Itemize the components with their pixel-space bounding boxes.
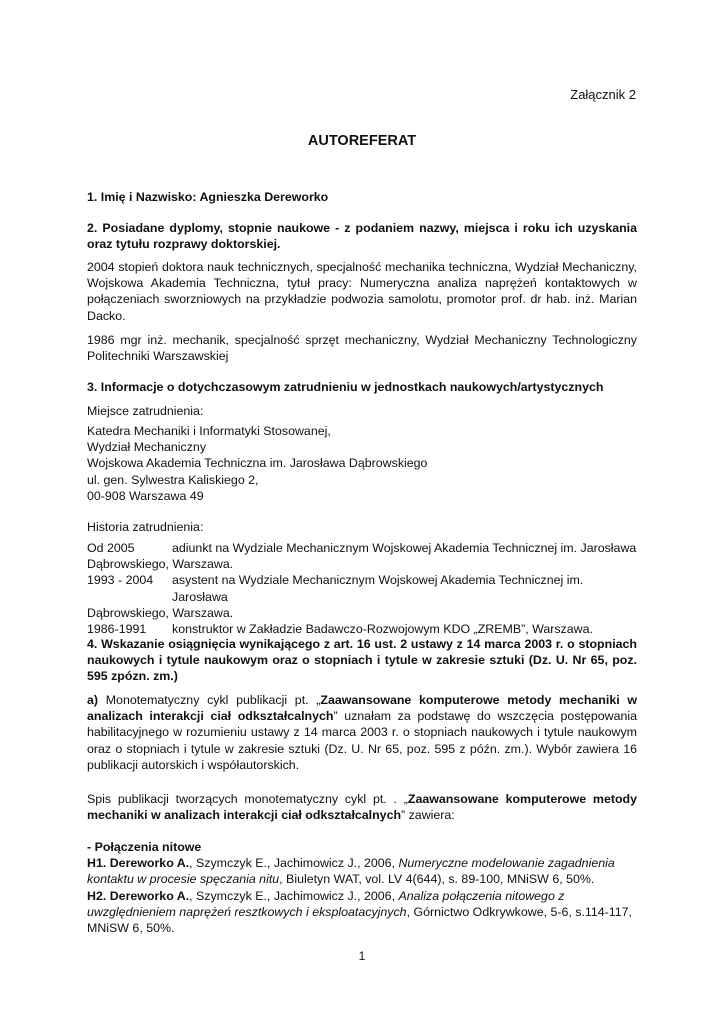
publication-h2: H2. Dereworko A., Szymczyk E., Jachimowicz J., 2006, Analiza połączenia nitowego z uwzględnieniem naprężeń resztkowych i eksploatacyjnych, Górnictwo Odkrywkowe, 5-6, s.114-117, MNiSW 6, 50%.	[87, 889, 632, 936]
item-a-label: a)	[87, 693, 99, 707]
workplace-label: Miejsce zatrudnienia:	[87, 404, 204, 418]
publication-group-heading: - Połączenia nitowe	[87, 840, 202, 854]
section-4-heading: 4. Wskazanie osiągnięcia wynikającego z art. 16 ust. 2 ustawy z 14 marca 2003 r. o stopniach naukowych i tytule naukowym oraz o stopniach i tytule w zakresie sztuki (Dz. U. Nr 65, poz. 595 zpózn. zm.)	[87, 637, 637, 684]
publication-h1: H1. Dereworko A., Szymczyk E., Jachimowicz J., 2006, Numeryczne modelowanie zagadnienia kontaktu w procesie spęczania nitu, Biuletyn WAT, vol. LV 4(644), s. 89-100, MNiSW 6, 50%.	[87, 856, 615, 887]
address-line: Wydział Mechaniczny	[87, 440, 207, 455]
address-line: Katedra Mechaniki i Informatyki Stosowanej,	[87, 424, 331, 438]
history-text: adiunkt na Wydziale Mechanicznym Wojskowej Akademia Technicznej im. Jarosława	[172, 541, 637, 555]
achievement-paragraph: a) Monotematyczny cykl publikacji pt. „Zaawansowane komputerowe metody mechaniki w analizach interakcji ciał odkształcalnych” uznałam za podstawę do wszczęcia postępowania habilitacyjnego w rozumieniu ustawy z 14 marca 2003 r. o stopniach naukowych i tytule naukowym oraz o stopniach i tytule w zakresie sztuki (Dz. U. Nr 65, poz. 595 z późn. zm.). Wybór zawiera 16 publikacji autorskich i współautorskich.	[87, 693, 637, 772]
history-years: 1993 - 2004	[87, 573, 154, 588]
publication-title: Numeryczne modelowanie zagadnienia kontaktu w procesie spęczania nitu	[87, 856, 615, 887]
section-3-heading: 3. Informacje o dotychczasowym zatrudnieniu w jednostkach naukowych/artystycznych	[87, 380, 604, 394]
publication-list-intro: Spis publikacji tworzących monotematyczny cykl pt. . „Zaawansowane komputerowe metody mechaniki w analizach interakcji ciał odkształcalnych” zawiera:	[87, 792, 637, 823]
history-entry	[87, 540, 637, 556]
address-line: Wojskowa Akademia Techniczna im. Jarosława Dąbrowskiego	[87, 456, 428, 471]
publication-title: Analiza połączenia nitowego z uwzględnieniem naprężeń resztkowych i eksploatacyjnych	[87, 889, 565, 920]
address-line: ul. gen. Sylwestra Kaliskiego 2,	[87, 472, 259, 487]
workplace-address	[87, 423, 637, 504]
history-text: asystent na Wydziale Mechanicznym Wojskowej Akademia Technicznej im. Jarosława	[172, 573, 584, 604]
page-title: AUTOREFERAT	[307, 133, 417, 149]
section-2-doctorate: 2004 stopień doktora nauk technicznych, specjalność mechanika techniczna, Wydział Mechaniczny, Wojskowa Akademia Techniczna, tytuł pracy: Numeryczna analiza naprężeń kontaktowych w połączeniach sworzniowych na przykładzie podwozia samolotu, promotor prof. dr hab. inż. Marian Dacko.	[87, 260, 637, 323]
history-text: konstruktor w Zakładzie Badawczo-Rozwojowym KDO „ZREMB”, Warszawa.	[172, 622, 593, 637]
section-2-heading: 2. Posiadane dyplomy, stopnie naukowe - z podaniem nazwy, miejsca i roku ich uzyskania oraz tytułu rozprawy doktorskiej.	[87, 221, 637, 252]
page-number: 1	[358, 949, 366, 963]
history-label: Historia zatrudnienia:	[87, 520, 204, 534]
history-years: Od 2005	[87, 541, 135, 555]
attachment-label: Załącznik 2	[570, 87, 636, 102]
history-entry	[87, 572, 637, 604]
address-line: 00-908 Warszawa 49	[87, 488, 204, 503]
cycle-title: Zaawansowane komputerowe metody mechaniki w analizach interakcji ciał odkształcalnych	[87, 792, 637, 823]
history-text-cont: Dąbrowskiego, Warszawa.	[87, 557, 234, 572]
section-1-heading: 1. Imię i Nazwisko: Agnieszka Dereworko	[87, 190, 329, 204]
cycle-title: Zaawansowane komputerowe metody mechaniki w analizach interakcji ciał odkształcalnych	[87, 693, 637, 724]
publication-label: H2. Dereworko A.	[87, 889, 190, 903]
history-entry	[87, 621, 637, 637]
publication-label: H1. Dereworko A.	[87, 856, 190, 870]
history-text-cont: Dąbrowskiego, Warszawa.	[87, 605, 234, 620]
section-2-masters: 1986 mgr inż. mechanik, specjalność sprzęt mechaniczny, Wydział Mechaniczny Technologiczny Politechniki Warszawskiej	[87, 333, 637, 364]
history-years: 1986-1991	[87, 622, 147, 637]
employment-history	[87, 540, 637, 637]
